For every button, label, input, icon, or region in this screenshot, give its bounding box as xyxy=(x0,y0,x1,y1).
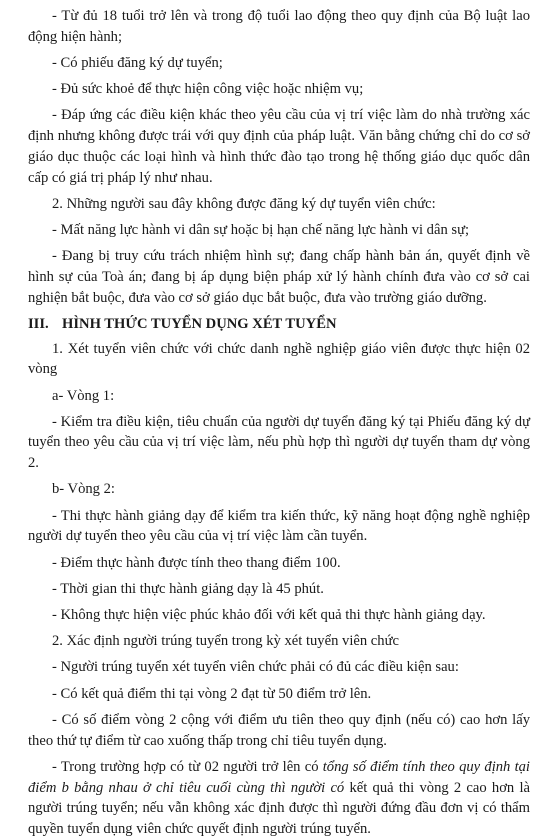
round-2-duration: - Thời gian thi thực hành giảng dạy là 45 phút. xyxy=(52,580,324,597)
condition-age: - Từ đủ 18 tuổi trở lên và trong độ tuổi lao động theo quy định của Bộ luật lao động hiện hành; xyxy=(28,8,530,45)
winner-conditions-intro: - Người trúng tuyển xét tuyển viên chức phải có đủ các điều kiện sau: xyxy=(52,659,459,676)
section-title: HÌNH THỨC TUYỂN DỤNG XÉT TUYỂN xyxy=(62,315,337,332)
round-2-practical-exam: - Thi thực hành giảng dạy để kiểm tra kiến thức, kỹ năng hoạt động nghề nghiệp người dự tuyển theo yêu cầu của vị trí việc làm cần tuyển. xyxy=(28,507,530,545)
ineligible-heading: 2. Những người sau đây không được đăng ký dự tuyển viên chức: xyxy=(52,195,436,212)
winner-determination-heading: 2. Xác định người trúng tuyển trong kỳ xét tuyển viên chức xyxy=(52,633,399,650)
condition-registration-form: - Có phiếu đăng ký dự tuyển; xyxy=(52,54,223,71)
round-1-description: - Kiểm tra điều kiện, tiêu chuẩn của người dự tuyển đăng ký tại Phiếu đăng ký dự tuyển theo yêu cầu của vị trí việc làm, nếu phù hợp thì người dự tuyển tham dự vòng 2. xyxy=(28,413,530,472)
round-1-label: a- Vòng 1: xyxy=(52,387,115,404)
round-2-no-review: - Không thực hiện việc phúc khảo đối với kết quả thi thực hành giảng dạy. xyxy=(52,606,486,623)
recruitment-rounds-intro: 1. Xét tuyển viên chức với chức danh nghề nghiệp giáo viên được thực hiện 02 vòng xyxy=(28,340,530,378)
ineligible-capacity: - Mất năng lực hành vi dân sự hoặc bị hạn chế năng lực hành vi dân sự; xyxy=(52,221,470,238)
round-2-label: b- Vòng 2: xyxy=(52,481,115,498)
tie-break-part-3: kết quả thi vòng 2 cao hơn là người trúng tuyển; nếu vẫn không xác định được thì người đứng đầu đơn vị có thẩm quyền tuyển dụng viên chức quyết định người trúng tuyển. xyxy=(28,779,530,837)
tie-break-rule xyxy=(28,757,530,840)
condition-other: - Đáp ứng các điều kiện khác theo yêu cầu của vị trí việc làm do nhà trường xác định nhưng không được trái với quy định của pháp luật. Văn bằng chứng chỉ do cơ sở giáo dục thuộc các loại hình và hình thức đào tạo trong hệ thống giáo dục quốc dân cấp có giá trị pháp lý như nhau. xyxy=(28,107,530,186)
round-2-score-scale: - Điểm thực hành được tính theo thang điểm 100. xyxy=(52,554,341,571)
tie-break-part-1: - Trong trường hợp có từ 02 người trở lên có xyxy=(52,758,323,775)
section-heading xyxy=(28,314,530,335)
section-number: III. xyxy=(28,315,49,332)
winner-condition-score: - Có kết quả điểm thi tại vòng 2 đạt từ 50 điểm trở lên. xyxy=(52,685,372,702)
ineligible-criminal: - Đang bị truy cứu trách nhiệm hình sự; đang chấp hành bản án, quyết định về hình sự của Toà án; đang bị áp dụng biện pháp xử lý hành chính đưa vào cơ sở cai nghiện bắt buộc, đưa vào cơ sở giáo dục bắt buộc, đưa vào trường giáo dưỡng. xyxy=(28,248,530,306)
condition-health: - Đủ sức khoẻ để thực hiện công việc hoặc nhiệm vụ; xyxy=(52,81,364,98)
tie-break-italic: tổng số điểm tính theo quy định tại điểm b bằng nhau ở chỉ tiêu cuối cùng thì người có xyxy=(28,758,530,796)
winner-condition-ranking: - Có số điểm vòng 2 cộng với điểm ưu tiên theo quy định (nếu có) cao hơn lấy theo thứ tự điểm từ cao xuống thấp trong chỉ tiêu tuyển dụng. xyxy=(28,711,530,749)
